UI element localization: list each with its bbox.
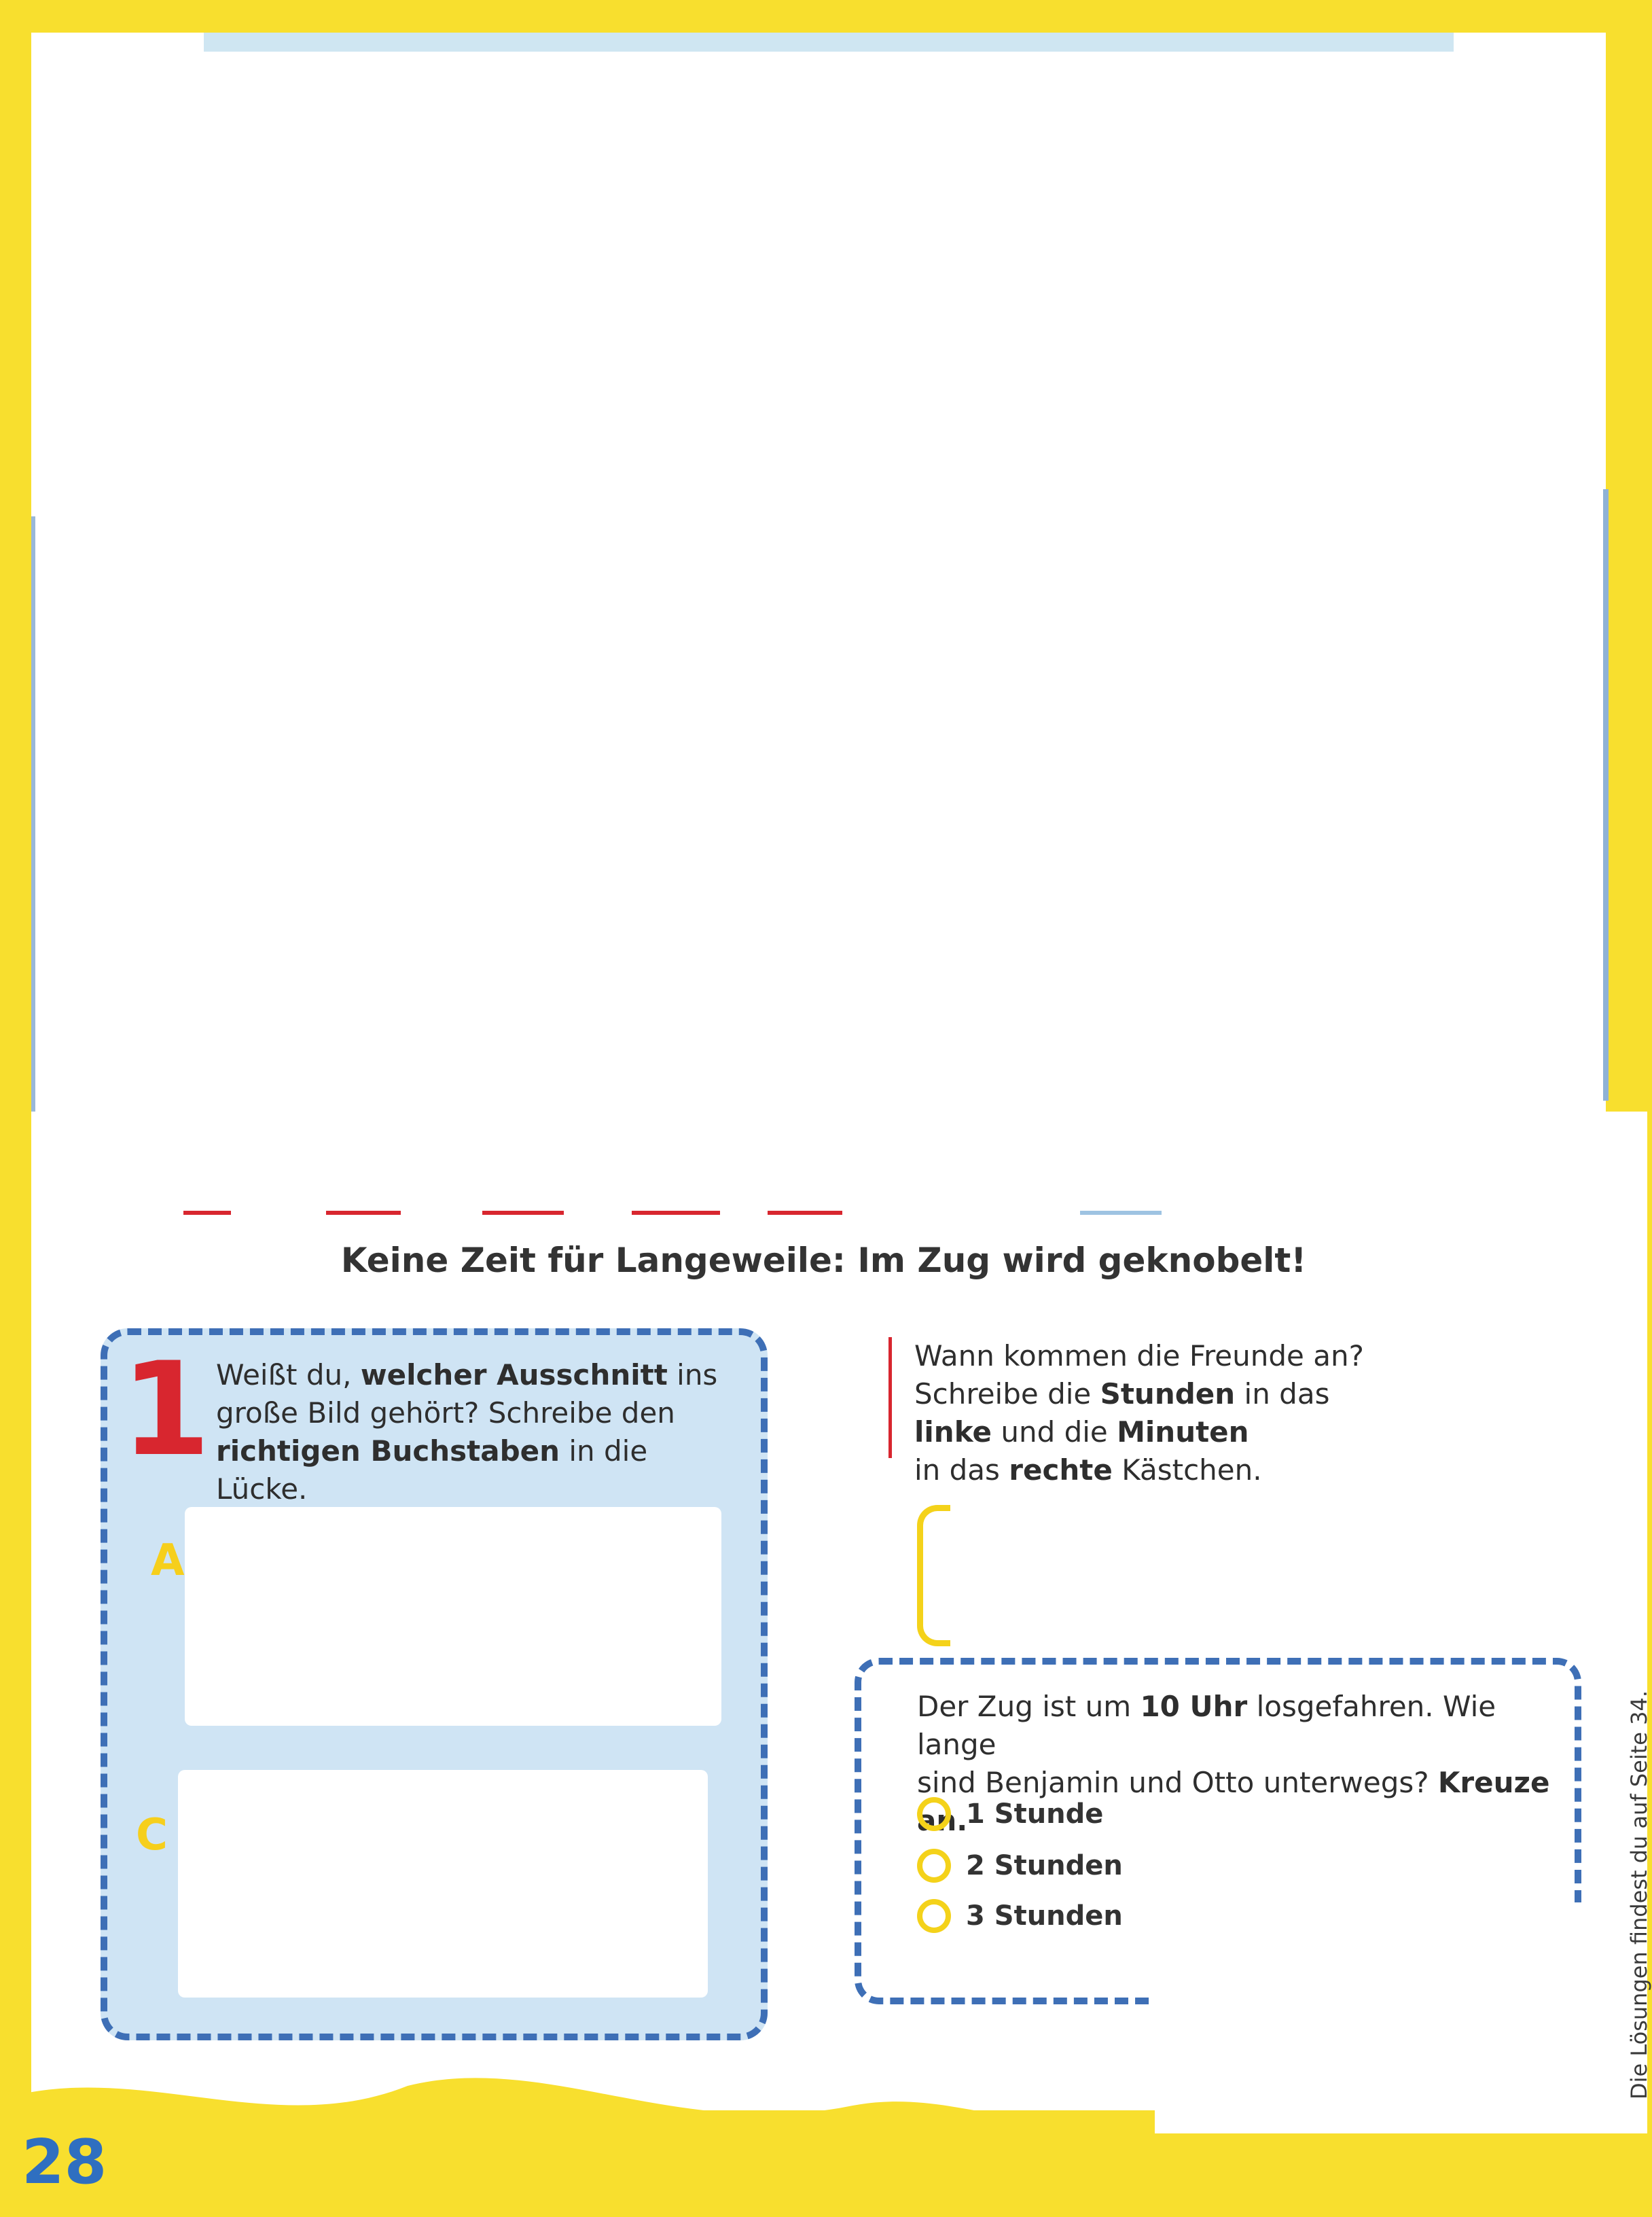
radio-circle-icon[interactable] [917,1849,951,1883]
puzzle-1-instruction: Weißt du, welcher Ausschnitt ins große Bild gehört? Schreibe den richtigen Buchstaben in die Lücke. [216,1358,718,1506]
radio-circle-icon[interactable] [917,1899,951,1933]
solution-note: Die Lösungen findest du auf Seite 34. [1626,1690,1652,2099]
time-answer-box[interactable] [917,1505,950,1646]
footer-wave [0,2059,1647,2217]
illustration-right-edge [1603,489,1609,1101]
page-number: 28 [22,2127,107,2198]
answer-option-3[interactable]: 3 Stunden [917,1894,1123,1938]
decorative-red-marks [183,1209,1209,1216]
illustration-left-edge [31,516,35,1128]
puzzle-3-instruction: Der Zug ist um 10 Uhr losgefahren. Wie lange sind Benjamin und Otto unterwegs? Kreuze an. [917,1690,1550,1837]
illustration-top-strip [204,33,1454,52]
puzzle-2-instruction: Wann kommen die Freunde an? Schreibe die Stunden in das linke und die Minuten in das rechte Kästchen. [914,1339,1364,1487]
puzzle-2-marker [827,1337,892,1458]
picture-cutout-c [178,1770,708,1998]
radio-circle-icon[interactable] [917,1797,951,1831]
option-letter-c: C [136,1810,168,1860]
picture-cutout-a [185,1507,721,1726]
answer-option-1[interactable]: 1 Stunde [917,1792,1103,1836]
answer-option-2[interactable]: 2 Stunden [917,1844,1123,1887]
page-headline: Keine Zeit für Langeweile: Im Zug wird geknobelt! [340,1241,1307,1280]
illustration-area [31,33,1606,1112]
puzzle-1-number: 1 [121,1334,211,1485]
option-letter-a: A [151,1536,185,1586]
